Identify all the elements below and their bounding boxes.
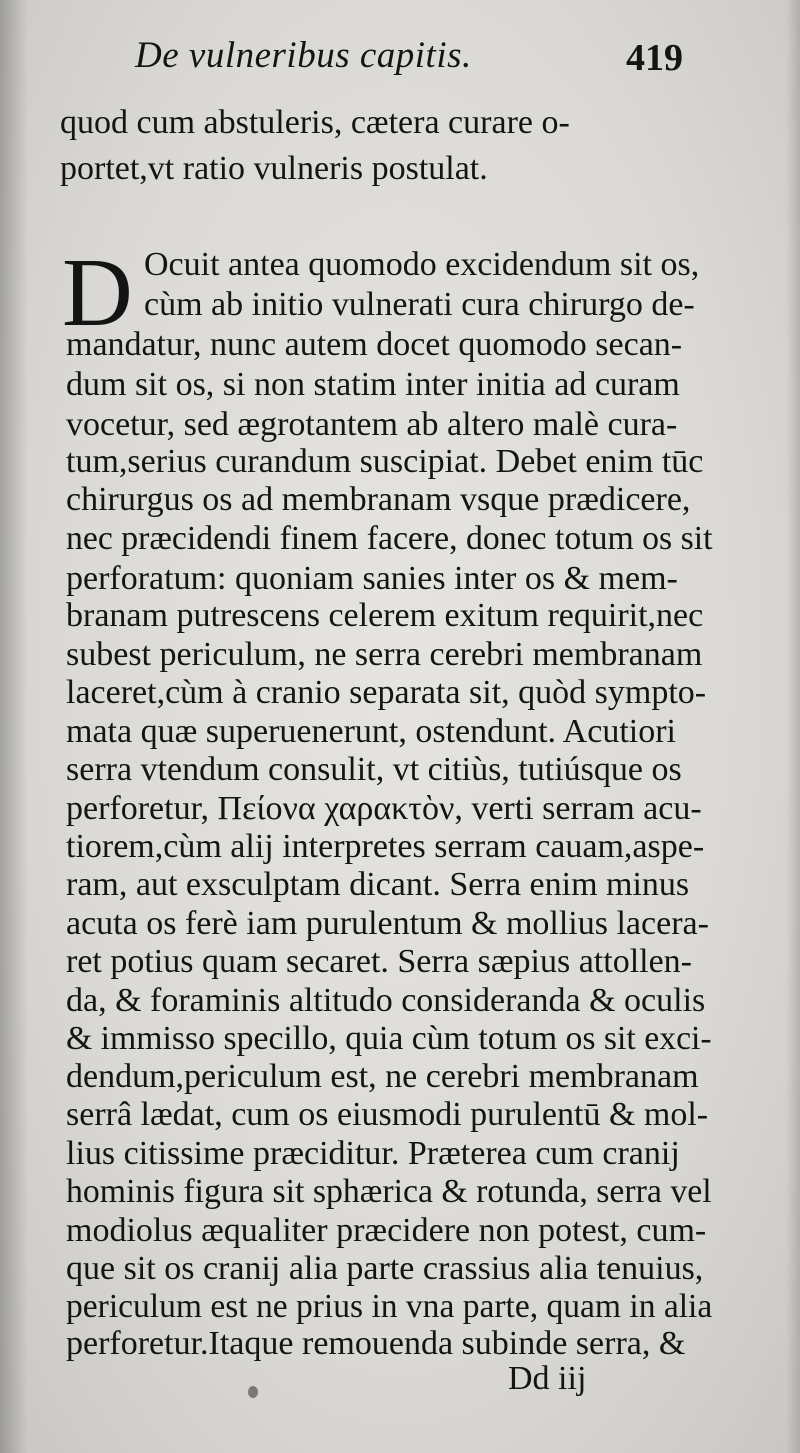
gutter-shadow	[0, 0, 28, 1453]
text-line: hominis figura sit sphærica & rotunda, serra vel	[66, 1173, 712, 1210]
text-line: perforetur.Itaque remouenda subinde serra, &	[66, 1325, 686, 1362]
text-line: mandatur, nunc autem docet quomodo secan-	[66, 326, 683, 363]
text-line: Ocuit antea quomodo excidendum sit os,	[144, 246, 700, 283]
text-line: lius citissime præciditur. Præterea cum cranij	[66, 1135, 680, 1172]
text-line: vocetur, sed ægrotantem ab altero malè cura-	[66, 406, 678, 443]
text-line: branam putrescens celerem exitum requirit,nec	[66, 597, 704, 634]
text-line: da, & foraminis altitudo consideranda & oculis	[66, 982, 706, 1019]
page-number: 419	[626, 37, 683, 79]
signature-catchword: Dd iij	[508, 1360, 587, 1397]
text-line: mata quæ superuenerunt, ostendunt. Acutiori	[66, 713, 676, 750]
text-line: portet,vt ratio vulneris postulat.	[60, 150, 488, 187]
text-line: cùm ab initio vulnerati cura chirurgo de-	[144, 286, 695, 323]
text-line: tiorem,cùm alij interpretes serram cauam,aspe-	[66, 828, 705, 865]
ink-spot	[248, 1386, 258, 1398]
text-line: serra vtendum consulit, vt citiùs, tutiúsque os	[66, 751, 682, 788]
text-line: ret potius quam secaret. Serra sæpius attollen-	[66, 943, 692, 980]
page-edge-shadow	[786, 0, 800, 1453]
text-line: nec præcidendi finem facere, donec totum os sit	[66, 520, 713, 557]
drop-cap: D	[62, 239, 133, 347]
text-line: serrâ lædat, cum os eiusmodi purulentū & mol-	[66, 1096, 709, 1133]
text-line: que sit os cranij alia parte crassius alia tenuius,	[66, 1250, 704, 1287]
text-line: perforetur, Πείονα χαρακτὸν, verti serram acu-	[66, 790, 702, 827]
running-title: De vulneribus capitis.	[135, 35, 472, 76]
text-line: dendum,periculum est, ne cerebri membranam	[66, 1058, 699, 1095]
text-line: chirurgus os ad membranam vsque prædicere,	[66, 481, 691, 518]
text-line: subest periculum, ne serra cerebri membranam	[66, 636, 703, 673]
text-line: laceret,cùm à cranio separata sit, quòd sympto-	[66, 674, 707, 711]
text-line: periculum est ne prius in vna parte, quam in alia	[66, 1288, 713, 1325]
text-line: dum sit os, si non statim inter initia ad curam	[66, 366, 680, 403]
text-line: & immisso specillo, quia cùm totum os sit exci-	[66, 1020, 712, 1057]
text-line: acuta os ferè iam purulentum & mollius lacera-	[66, 905, 709, 942]
text-line: perforatum: quoniam sanies inter os & mem-	[66, 560, 678, 597]
text-line: quod cum abstuleris, cætera curare o-	[60, 104, 570, 141]
text-line: ram, aut exsculptam dicant. Serra enim minus	[66, 866, 690, 903]
text-line: modiolus æqualiter præcidere non potest, cum-	[66, 1212, 707, 1249]
text-line: tum,serius curandum suscipiat. Debet enim tūc	[66, 443, 704, 480]
